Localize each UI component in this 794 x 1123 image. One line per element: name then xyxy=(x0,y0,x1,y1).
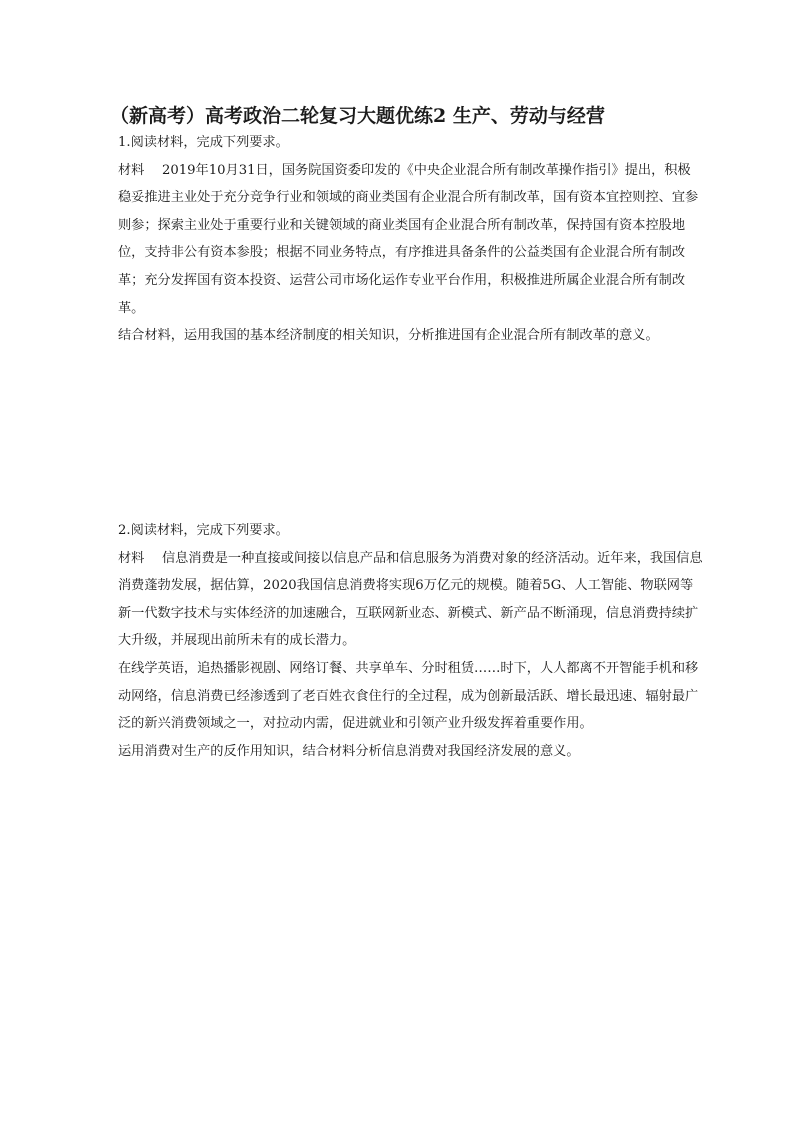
question-1-material-text: 2019年10月31日，国务院国资委印发的《中央企业混合所有制改革操作指引》提出，积极稳妥推进主业处于充分竞争行业和领域的商业类国有企业混合所有制改革，国有资本宜控则控、宜参则参；探索主业处于重要行业和关键领域的商业类国有企业混合所有制改革，保持国有资本控股地位，支持非公有资本参股；根据不同业务特点，有序推进具备条件的公益类国有企业混合所有制改革；充分发挥国有资本投资、运营公司市场化运作专业平台作用，积极推进所属企业混合所有制改革。 xyxy=(118,162,699,316)
question-2-material-label: 材料 xyxy=(118,550,145,566)
question-1-material xyxy=(118,157,703,323)
question-2-material-continued: 在线学英语，追热播影视剧、网络订餐、共享单车、分时租赁……时下，人人都离不开智能手机和移动网络，信息消费已经渗透到了老百姓衣食住行的全过程，成为创新最活跃、增长最迅速、辐射最广泛的新兴消费领域之一，对拉动内需，促进就业和引领产业升级发挥着重要作用。 xyxy=(118,660,699,732)
question-1-stem: 1.阅读材料，完成下列要求。 xyxy=(118,135,289,150)
question-1 xyxy=(118,129,703,350)
question-2 xyxy=(118,517,703,765)
question-2-material xyxy=(118,545,703,655)
question-2-stem: 2.阅读材料，完成下列要求。 xyxy=(118,523,289,538)
question-1-task: 结合材料，运用我国的基本经济制度的相关知识，分析推进国有企业混合所有制改革的意义。 xyxy=(118,328,659,344)
question-2-task: 运用消费对生产的反作用知识，结合材料分析信息消费对我国经济发展的意义。 xyxy=(118,743,580,759)
question-2-material-text: 信息消费是一种直接或间接以信息产品和信息服务为消费对象的经济活动。近年来，我国信息消费蓬勃发展，据估算，2020我国信息消费将实现6万亿元的规模。随着5G、人工智能、物联网等新一代数字技术与实体经济的加速融合，互联网新业态、新模式、新产品不断涌现，信息消费持续扩大升级，并展现出前所未有的成长潜力。 xyxy=(118,550,703,649)
page-title: （新高考）高考政治二轮复习大题优练2 生产、劳动与经营 xyxy=(110,105,605,127)
question-1-material-label: 材料 xyxy=(118,162,145,178)
